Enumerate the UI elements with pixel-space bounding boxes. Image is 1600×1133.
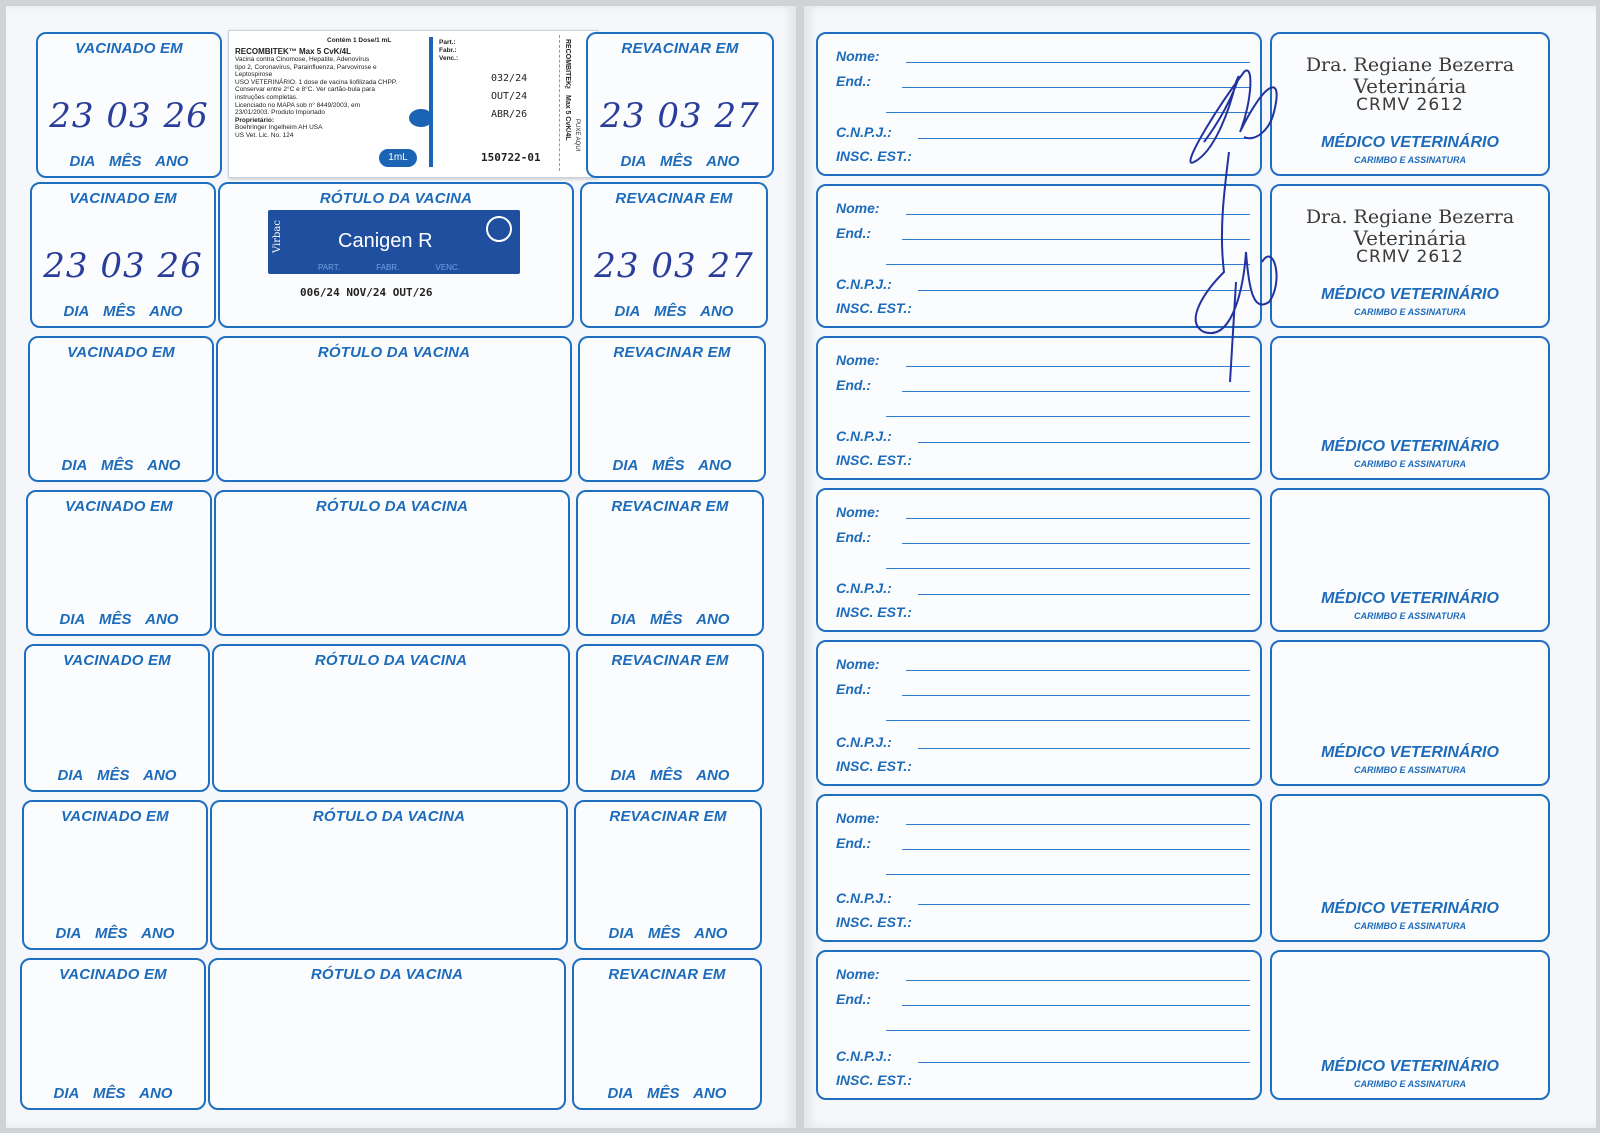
clinic-nome-label: Nome: bbox=[836, 352, 880, 368]
vacinado-header: VACINADO EM bbox=[59, 966, 167, 983]
date-footer: DIA MÊS ANO bbox=[55, 925, 175, 942]
clinic-info-box bbox=[816, 488, 1262, 632]
tear-strip bbox=[559, 35, 586, 171]
stamp-line1: Dra. Regiane Bezerra bbox=[1305, 206, 1515, 228]
clinic-address-line-2 bbox=[886, 1030, 1250, 1031]
revacinar-box bbox=[586, 32, 774, 178]
rotulo-header: RÓTULO DA VACINA bbox=[317, 344, 471, 361]
part-label: Part.: bbox=[439, 39, 456, 46]
clinic-address-line-2 bbox=[886, 874, 1250, 875]
date-footer: DIA MÊS ANO bbox=[63, 303, 183, 320]
clinic-address-line-2 bbox=[886, 112, 1250, 113]
clinic-end-label: End.: bbox=[836, 377, 871, 393]
vacinado-date: 23 03 26 bbox=[43, 246, 203, 286]
clinic-insc-label: INSC. EST.: bbox=[836, 914, 912, 930]
vacinado-header: VACINADO EM bbox=[69, 190, 177, 207]
medico-veterinario-label: MÉDICO VETERINÁRIO bbox=[1321, 286, 1499, 303]
date-footer: DIA MÊS ANO bbox=[61, 457, 181, 474]
revacinar-date: 23 03 27 bbox=[594, 246, 754, 286]
revacinar-header: REVACINAR EM bbox=[611, 652, 729, 669]
clinic-end-label: End.: bbox=[836, 835, 871, 851]
label-stripe bbox=[429, 37, 433, 167]
clinic-end-label: End.: bbox=[836, 225, 871, 241]
clinic-cnpj-line bbox=[918, 904, 1250, 905]
vacinado-date: 23 03 26 bbox=[49, 96, 209, 136]
carimbo-label: CARIMBO E ASSINATURA bbox=[1354, 307, 1466, 317]
rotulo-header: RÓTULO DA VACINA bbox=[315, 498, 469, 515]
rotulo-box bbox=[208, 958, 566, 1110]
fabr-label: Fabr.: bbox=[439, 47, 457, 54]
label-line5: Conservar entre 2°C e 8°C. Ver cartão-bula para bbox=[235, 86, 375, 94]
medico-veterinario-label: MÉDICO VETERINÁRIO bbox=[1321, 438, 1499, 455]
revacinar-box bbox=[578, 336, 766, 482]
clinic-end-line bbox=[902, 695, 1250, 696]
clinic-end-label: End.: bbox=[836, 529, 871, 545]
vacinado-box bbox=[28, 336, 214, 482]
label-contem: Contém 1 Dose/1 mL bbox=[327, 37, 392, 44]
clinic-info-box bbox=[816, 794, 1262, 942]
stamp-line3: CRMV 2612 bbox=[1356, 94, 1464, 115]
medico-veterinario-label: MÉDICO VETERINÁRIO bbox=[1321, 744, 1499, 761]
vet-stamp-box bbox=[1270, 950, 1550, 1100]
clinic-cnpj-label: C.N.P.J.: bbox=[836, 890, 892, 906]
clinic-insc-label: INSC. EST.: bbox=[836, 300, 912, 316]
vet-stamp-box bbox=[1270, 336, 1550, 480]
carimbo-label: CARIMBO E ASSINATURA bbox=[1354, 765, 1466, 775]
revacinar-box bbox=[572, 958, 762, 1110]
label-brand: RECOMBITEK™ Max 5 CvK/4L bbox=[235, 47, 352, 56]
clinic-cnpj-line bbox=[918, 290, 1250, 291]
clinic-info-box bbox=[816, 184, 1262, 328]
date-footer: DIA MÊS ANO bbox=[614, 303, 734, 320]
revacinar-header: REVACINAR EM bbox=[609, 808, 727, 825]
rotulo-header: RÓTULO DA VACINA bbox=[319, 190, 473, 207]
vet-stamp-box bbox=[1270, 488, 1550, 632]
date-footer: DIA MÊS ANO bbox=[53, 1085, 173, 1102]
label-side-text: RECOMBITEK™ Max 5 CvK/4L bbox=[564, 39, 571, 141]
recombitek-label bbox=[228, 30, 598, 178]
date-footer: DIA MÊS ANO bbox=[607, 1085, 727, 1102]
clinic-insc-label: INSC. EST.: bbox=[836, 452, 912, 468]
clinic-cnpj-line bbox=[918, 594, 1250, 595]
revacinar-date: 23 03 27 bbox=[600, 96, 760, 136]
clinic-end-line bbox=[902, 87, 1250, 88]
vet-stamp-box bbox=[1270, 794, 1550, 942]
label-line2: tipo 2, Coronavírus, Parainfluenza, Parvovirose e bbox=[235, 63, 377, 71]
canigen-brand: Virbac bbox=[272, 220, 283, 253]
clinic-nome-line bbox=[906, 518, 1250, 519]
vacinado-header: VACINADO EM bbox=[63, 652, 171, 669]
clinic-nome-label: Nome: bbox=[836, 966, 880, 982]
rotulo-box bbox=[222, 28, 582, 176]
clinic-end-label: End.: bbox=[836, 73, 871, 89]
arrow-icon bbox=[486, 216, 512, 242]
date-footer: DIA MÊS ANO bbox=[69, 153, 189, 170]
clinic-insc-label: INSC. EST.: bbox=[836, 148, 912, 164]
clinic-insc-label: INSC. EST.: bbox=[836, 604, 912, 620]
vacinado-box bbox=[36, 32, 222, 178]
carimbo-label: CARIMBO E ASSINATURA bbox=[1354, 459, 1466, 469]
clinic-end-line bbox=[902, 543, 1250, 544]
clinic-info-box bbox=[816, 640, 1262, 786]
revacinar-box bbox=[574, 800, 762, 950]
clinic-nome-label: Nome: bbox=[836, 656, 880, 672]
clinic-end-line bbox=[902, 849, 1250, 850]
fabr-value: OUT/24 bbox=[491, 91, 528, 102]
clinic-cnpj-label: C.N.P.J.: bbox=[836, 276, 892, 292]
date-footer: DIA MÊS ANO bbox=[57, 767, 177, 784]
label-line9: Proprietário: bbox=[235, 116, 275, 124]
stamp-line2: Veterinária bbox=[1353, 73, 1467, 98]
clinic-nome-line bbox=[906, 214, 1250, 215]
carimbo-label: CARIMBO E ASSINATURA bbox=[1354, 921, 1466, 931]
clinic-nome-line bbox=[906, 824, 1250, 825]
canigen-name: Canigen bbox=[338, 230, 413, 252]
canigen-label bbox=[268, 210, 520, 274]
vacinado-header: VACINADO EM bbox=[67, 344, 175, 361]
clinic-info-box bbox=[816, 32, 1262, 176]
clinic-insc-label: INSC. EST.: bbox=[836, 758, 912, 774]
clinic-cnpj-label: C.N.P.J.: bbox=[836, 428, 892, 444]
vet-stamp-box bbox=[1270, 32, 1550, 176]
vacinado-box bbox=[26, 490, 212, 636]
part-value: 032/24 bbox=[491, 73, 528, 84]
date-footer: DIA MÊS ANO bbox=[59, 611, 179, 628]
clinic-record-page bbox=[804, 6, 1596, 1128]
medico-veterinario-label: MÉDICO VETERINÁRIO bbox=[1321, 134, 1499, 151]
vacinado-header: VACINADO EM bbox=[65, 498, 173, 515]
date-footer: DIA MÊS ANO bbox=[612, 457, 732, 474]
label-line4: USO VETERINÁRIO. 1 dose de vacina liofilizada CHPP. bbox=[235, 78, 398, 86]
clinic-address-line-2 bbox=[886, 720, 1250, 721]
clinic-cnpj-line bbox=[918, 442, 1250, 443]
label-line3: Leptospirose bbox=[235, 71, 273, 79]
carimbo-label: CARIMBO E ASSINATURA bbox=[1354, 611, 1466, 621]
revacinar-box bbox=[576, 644, 764, 792]
vacinado-header: VACINADO EM bbox=[61, 808, 169, 825]
clinic-end-line bbox=[902, 391, 1250, 392]
rotulo-box bbox=[218, 182, 574, 328]
revacinar-header: REVACINAR EM bbox=[613, 344, 731, 361]
revacinar-box bbox=[580, 182, 768, 328]
vacinado-header: VACINADO EM bbox=[75, 40, 183, 57]
stamp-line1: Dra. Regiane Bezerra bbox=[1305, 54, 1515, 76]
rotulo-box bbox=[210, 800, 568, 950]
clinic-cnpj-line bbox=[918, 1062, 1250, 1063]
clinic-end-line bbox=[902, 239, 1250, 240]
clinic-nome-line bbox=[906, 670, 1250, 671]
rotulo-header: RÓTULO DA VACINA bbox=[312, 808, 466, 825]
vet-stamp-box bbox=[1270, 184, 1550, 328]
venc-value: ABR/26 bbox=[491, 109, 528, 120]
vet-stamp bbox=[1302, 208, 1518, 267]
clinic-insc-label: INSC. EST.: bbox=[836, 1072, 912, 1088]
clinic-nome-label: Nome: bbox=[836, 200, 880, 216]
volume-badge: 1mL bbox=[379, 149, 417, 167]
label-line6: instruções completas. bbox=[235, 93, 298, 101]
stamp-line3: CRMV 2612 bbox=[1356, 246, 1464, 267]
canigen-fields bbox=[318, 263, 500, 272]
clinic-end-label: End.: bbox=[836, 681, 871, 697]
vacinado-box bbox=[24, 644, 210, 792]
clinic-end-line bbox=[902, 1005, 1250, 1006]
clinic-address-line-2 bbox=[886, 264, 1250, 265]
label-line1: Vacina contra Cinomose, Hepatite, Adenovírus bbox=[235, 56, 370, 63]
label-line10: Boehringer Ingelheim AH USA bbox=[235, 124, 323, 132]
label-line11: US Vet. Lic. No. 124 bbox=[235, 131, 294, 139]
vaccination-record-page bbox=[6, 6, 796, 1128]
clinic-cnpj-label: C.N.P.J.: bbox=[836, 1048, 892, 1064]
clinic-info-box bbox=[816, 336, 1262, 480]
clinic-cnpj-label: C.N.P.J.: bbox=[836, 580, 892, 596]
clinic-nome-line bbox=[906, 366, 1250, 367]
clinic-end-label: End.: bbox=[836, 991, 871, 1007]
canigen-part: PART. bbox=[318, 263, 340, 272]
date-footer: DIA MÊS ANO bbox=[610, 767, 730, 784]
revacinar-header: REVACINAR EM bbox=[611, 498, 729, 515]
medico-veterinario-label: MÉDICO VETERINÁRIO bbox=[1321, 900, 1499, 917]
canigen-title bbox=[338, 230, 433, 253]
clinic-cnpj-label: C.N.P.J.: bbox=[836, 124, 892, 140]
rotulo-box bbox=[214, 490, 570, 636]
revacinar-box bbox=[576, 490, 764, 636]
clinic-address-line-2 bbox=[886, 416, 1250, 417]
vacinado-box bbox=[30, 182, 216, 328]
label-puxe: PUXE AQUI bbox=[574, 119, 580, 152]
medico-veterinario-label: MÉDICO VETERINÁRIO bbox=[1321, 590, 1499, 607]
date-footer: DIA MÊS ANO bbox=[610, 611, 730, 628]
canigen-suffix: R bbox=[418, 230, 433, 252]
date-footer: DIA MÊS ANO bbox=[620, 153, 740, 170]
stamp-line2: Veterinária bbox=[1353, 225, 1467, 250]
vet-stamp bbox=[1302, 56, 1518, 115]
venc-label: Venc.: bbox=[439, 55, 459, 62]
clinic-nome-label: Nome: bbox=[836, 504, 880, 520]
clinic-address-line-2 bbox=[886, 568, 1250, 569]
label-code: 150722-01 bbox=[481, 151, 541, 164]
label-line8: 23/01/2003. Produto Importado bbox=[235, 109, 325, 117]
revacinar-header: REVACINAR EM bbox=[615, 190, 733, 207]
revacinar-header: REVACINAR EM bbox=[621, 40, 739, 57]
medico-veterinario-label: MÉDICO VETERINÁRIO bbox=[1321, 1058, 1499, 1075]
canigen-values: 006/24 NOV/24 OUT/26 bbox=[300, 286, 433, 299]
rotulo-header: RÓTULO DA VACINA bbox=[314, 652, 468, 669]
clinic-cnpj-line bbox=[918, 138, 1250, 139]
rotulo-box bbox=[216, 336, 572, 482]
carimbo-label: CARIMBO E ASSINATURA bbox=[1354, 1079, 1466, 1089]
rotulo-box bbox=[212, 644, 570, 792]
clinic-cnpj-label: C.N.P.J.: bbox=[836, 734, 892, 750]
clinic-info-box bbox=[816, 950, 1262, 1100]
clinic-cnpj-line bbox=[918, 748, 1250, 749]
canigen-venc: VENC. bbox=[435, 263, 460, 272]
carimbo-label: CARIMBO E ASSINATURA bbox=[1354, 155, 1466, 165]
label-line7: Licenciado no MAPA sob n° 8449/2003, em bbox=[235, 101, 360, 109]
clinic-nome-line bbox=[906, 62, 1250, 63]
vacinado-box bbox=[22, 800, 208, 950]
vet-stamp-box bbox=[1270, 640, 1550, 786]
canigen-fabr: FABR. bbox=[376, 263, 400, 272]
vacinado-box bbox=[20, 958, 206, 1110]
clinic-nome-line bbox=[906, 980, 1250, 981]
clinic-nome-label: Nome: bbox=[836, 810, 880, 826]
clinic-nome-label: Nome: bbox=[836, 48, 880, 64]
rotulo-header: RÓTULO DA VACINA bbox=[310, 966, 464, 983]
date-footer: DIA MÊS ANO bbox=[608, 925, 728, 942]
revacinar-header: REVACINAR EM bbox=[608, 966, 726, 983]
